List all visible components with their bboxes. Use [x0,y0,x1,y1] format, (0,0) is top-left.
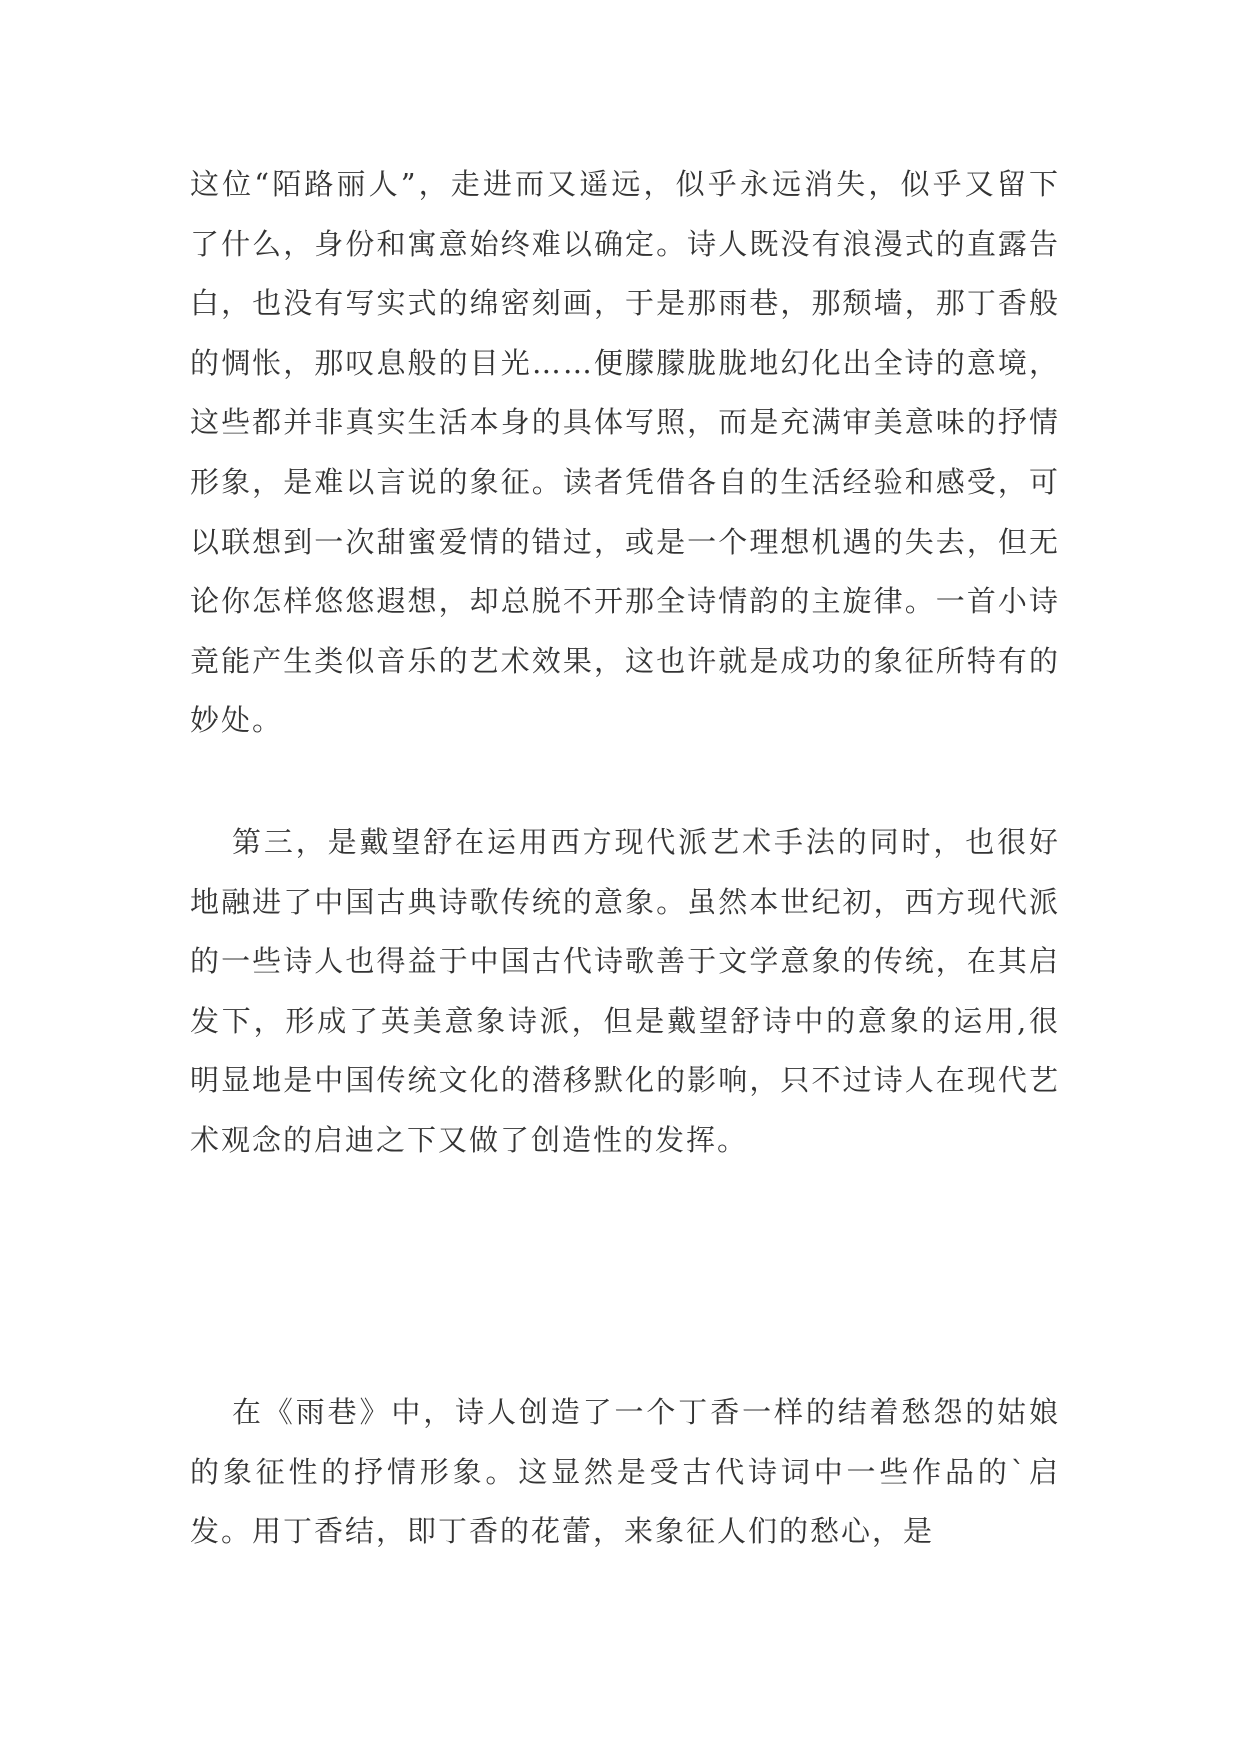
paragraph-3: 在《雨巷》中，诗人创造了一个丁香一样的结着愁怨的姑娘的象征性的抒情形象。这显然是受古代诗词中一些作品的`启发。用丁香结，即丁香的花蕾，来象征人们的愁心，是 [190,1395,1060,1549]
paragraph-1: 这位“陌路丽人”，走进而又遥远，似乎永远消失，似乎又留下了什么，身份和寓意始终难以确定。诗人既没有浪漫式的直露告白，也没有写实式的绵密刻画，于是那雨巷，那颓墙，那丁香般的惆怅，那叹息般的目光……便朦朦胧胧地幻化出全诗的意境，这些都并非真实生活本身的具体写照，而是充满审美意味的抒情形象，是难以言说的象征。读者凭借各自的生活经验和感受，可以联想到一次甜蜜爱情的错过，或是一个理想机遇的失去，但无论你怎样悠悠遐想，却总脱不开那全诗情韵的主旋律。一首小诗竟能产生类似音乐的艺术效果，这也许就是成功的象征所特有的妙处。 [190,167,1060,738]
paragraph-2: 第三，是戴望舒在运用西方现代派艺术手法的同时，也很好地融进了中国古典诗歌传统的意象。虽然本世纪初，西方现代派的一些诗人也得益于中国古代诗歌善于文学意象的传统，在其启发下，形成了英美意象诗派，但是戴望舒诗中的意象的运用,很明显地是中国传统文化的潜移默化的影响，只不过诗人在现代艺术观念的启迪之下又做了创造性的发挥。 [190,825,1060,1157]
